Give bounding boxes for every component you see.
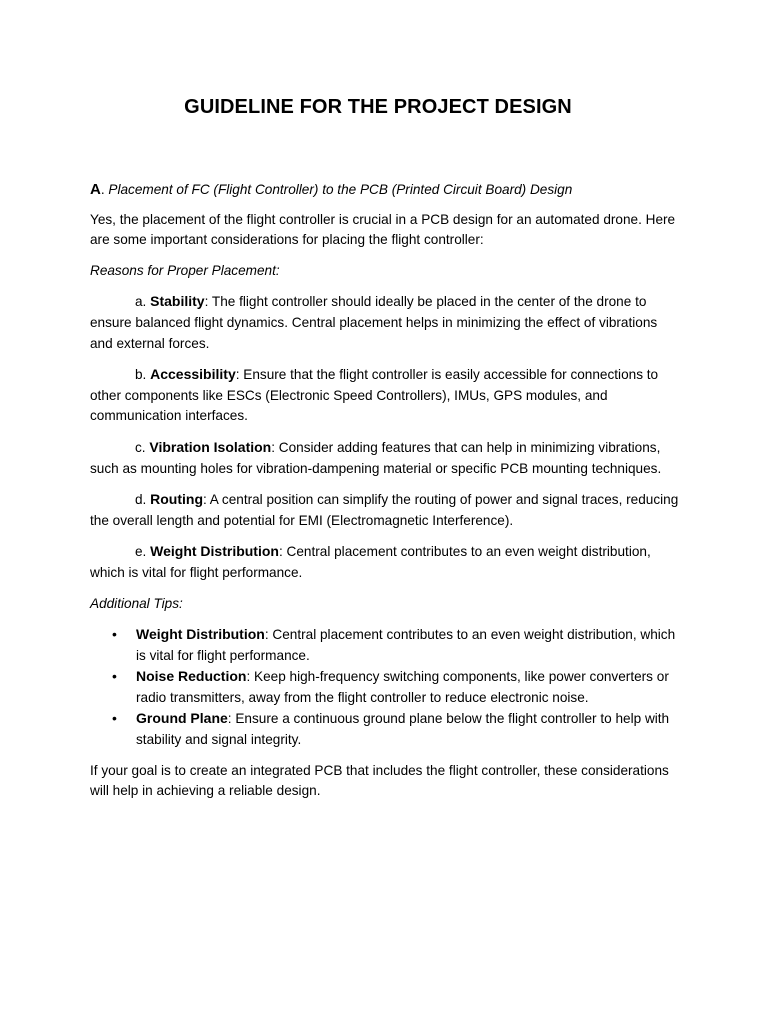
reason-marker: a. <box>135 294 147 310</box>
bullet-icon: • <box>112 668 117 685</box>
reason-marker: b. <box>135 367 147 383</box>
document-title: GUIDELINE FOR THE PROJECT DESIGN <box>184 96 572 118</box>
section-letter-suffix: . <box>100 182 105 197</box>
section-title: Placement of FC (Flight Controller) to the PCB (Printed Circuit Board) Design <box>108 182 573 197</box>
reason-text: : Consider adding features that can help in minimizing vibrations, such as mounting holes for vibration-dampening material or specific PCB mounting techniques. <box>90 439 662 476</box>
reason-item <box>90 437 680 479</box>
bullet-icon: • <box>112 710 117 727</box>
document-body <box>90 180 680 812</box>
reason-text: : The flight controller should ideally be placed in the center of the drone to ensure balanced flight dynamics. Central placement helps in minimizing the effect of vibrations and external forces. <box>90 294 658 351</box>
tips-heading: Additional Tips: <box>90 595 183 611</box>
tip-text: : Ensure a continuous ground plane below the flight controller to help with stability and signal integrity. <box>136 711 670 748</box>
reason-term: Vibration Isolation <box>149 438 272 455</box>
tips-list <box>90 624 680 751</box>
section-letter: A <box>90 181 101 198</box>
reason-marker: d. <box>135 492 147 508</box>
section-heading <box>90 180 680 201</box>
reason-item <box>90 541 680 583</box>
reason-term: Accessibility <box>150 366 236 383</box>
bullet-icon: • <box>112 626 117 643</box>
reason-term: Weight Distribution <box>150 543 279 560</box>
reason-marker: c. <box>135 439 146 455</box>
tip-item <box>90 708 680 750</box>
tip-text: : Central placement contributes to an even weight distribution, which is vital for flight performance. <box>136 627 676 663</box>
tip-term: Weight Distribution <box>136 626 265 643</box>
tip-term: Noise Reduction <box>136 668 247 685</box>
reason-text: : Ensure that the flight controller is easily accessible for connections to other components like ESCs (Electronic Speed Controllers), IMUs, GPS modules, and communication interfaces. <box>90 367 659 424</box>
tip-item <box>90 624 680 666</box>
reason-term: Stability <box>150 293 205 310</box>
reason-item <box>90 291 680 354</box>
reason-item <box>90 489 680 531</box>
tip-item <box>90 666 680 708</box>
reason-marker: e. <box>135 544 147 560</box>
tip-text: : Keep high-frequency switching components, like power converters or radio transmitters, away from the flight controller to reduce electronic noise. <box>136 669 669 705</box>
intro-paragraph: Yes, the placement of the flight controller is crucial in a PCB design for an automated drone. Here are some important considerations for placing the flight controller: <box>90 211 676 248</box>
reason-item <box>90 364 680 427</box>
reason-text: : A central position can simplify the routing of power and signal traces, reducing the overall length and potential for EMI (Electromagnetic Interference). <box>90 492 679 528</box>
reasons-heading: Reasons for Proper Placement: <box>90 262 280 278</box>
reason-term: Routing <box>150 491 203 508</box>
conclusion-paragraph: If your goal is to create an integrated PCB that includes the flight controller, these considerations will help in achieving a reliable design. <box>90 762 669 799</box>
reason-text: : Central placement contributes to an even weight distribution, which is vital for flight performance. <box>90 544 651 580</box>
tip-term: Ground Plane <box>136 710 228 727</box>
document-page <box>90 0 680 1024</box>
